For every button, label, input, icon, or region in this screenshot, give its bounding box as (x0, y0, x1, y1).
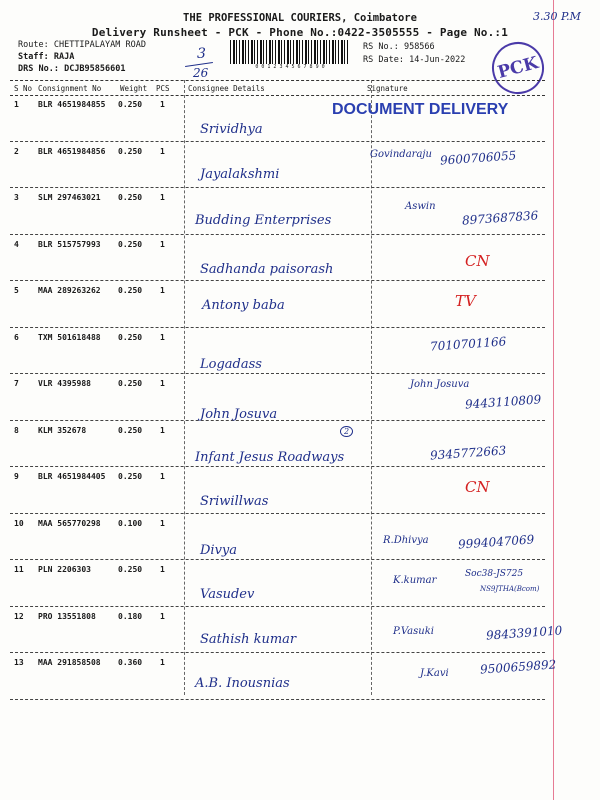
row-consignee: Antony baba (202, 298, 285, 313)
staff-value: RAJA (53, 52, 75, 62)
col-sno: S No (14, 84, 33, 93)
company-title: THE PROFESSIONAL COURIERS, Coimbatore (183, 12, 417, 24)
row-signature: R.Dhivya (383, 534, 429, 546)
row-consignment-no: MAA 291858508 (38, 658, 101, 667)
col-weight: Weight (120, 84, 148, 93)
row-pcs: 1 (160, 518, 165, 528)
row-signature: P.Vasuki (393, 625, 434, 637)
row-weight: 0.250 (118, 332, 143, 342)
runsheet-subtitle: Delivery Runsheet - PCK - Phone No.:0422-3505555 - Page No.:1 (91, 26, 509, 39)
row-consignment-no: MAA 289263262 (38, 286, 101, 295)
row-consignment-no: SLM 297463021 (38, 193, 101, 202)
route-label: Route: (18, 40, 49, 50)
count-bottom: 26 (193, 66, 209, 80)
drs-value: DCJB95856601 (64, 64, 126, 74)
row-consignee: Vasudev (200, 587, 255, 602)
row-sno: 7 (14, 379, 19, 388)
drs-label: DRS No.: (18, 64, 59, 74)
rs-no-line (363, 42, 435, 52)
col-consignee: Consignee Details (188, 84, 265, 93)
row-phone: 9345772663 (429, 442, 507, 463)
row-sno: 2 (14, 146, 19, 156)
col-consignment: Consignment No (38, 84, 102, 93)
row-weight: 0.360 (118, 658, 143, 667)
row-consignment-no: MAA 565770298 (38, 518, 101, 528)
row-pcs: 1 (160, 658, 165, 667)
rs-no-label: RS No.: (363, 42, 399, 52)
row-sno: 10 (14, 518, 24, 528)
table-row (10, 513, 545, 561)
row-sno: 1 (14, 100, 19, 109)
table-row (10, 559, 545, 607)
row-consignee: Sathish kumar (200, 631, 297, 647)
row-pcs: 1 (160, 239, 165, 249)
drs-line (18, 64, 126, 74)
row-pcs: 1 (160, 332, 165, 342)
row-sno: 8 (14, 425, 19, 435)
row-signature: Govindaraju (370, 148, 432, 160)
table-row (10, 466, 545, 514)
row-sno: 6 (14, 332, 19, 342)
row-pcs: 1 (160, 379, 165, 388)
row-sno: 9 (14, 472, 19, 481)
row-sno: 11 (14, 565, 24, 574)
row-weight: 0.250 (118, 379, 143, 388)
row-consignment-no: BLR 4651984405 (38, 472, 106, 481)
row-pcs: 1 (160, 286, 165, 295)
row-consignment-no: BLR 4651984856 (38, 146, 106, 156)
row-pcs: 1 (160, 565, 165, 574)
rs-date-line (363, 55, 465, 65)
row-weight: 0.180 (118, 611, 143, 621)
row-weight: 0.250 (118, 100, 143, 109)
row-consignment-no: KLM 352678 (38, 425, 87, 435)
row-signature: Aswin (405, 201, 436, 212)
count-top: 3 (197, 46, 206, 62)
row-phone: 9600706055 (439, 147, 517, 168)
row-consignment-no: PLN 2206303 (38, 565, 91, 574)
row-consignment-no: BLR 515757993 (38, 239, 101, 249)
row-sno: 13 (14, 658, 24, 667)
row-phone: 9500659892 (479, 657, 557, 677)
row-consignment-no: PRO 13551808 (38, 611, 96, 621)
rs-no-value: 958566 (403, 42, 435, 52)
table-row (10, 420, 545, 468)
table-row (10, 141, 545, 189)
col-signature: Signature (367, 84, 408, 93)
row-pcs: 1 (160, 425, 165, 435)
rs-date-label: RS Date: (363, 55, 404, 65)
row-consignment-no: BLR 4651984855 (38, 100, 106, 109)
row-weight: 0.250 (118, 239, 143, 249)
route-line (18, 40, 146, 50)
row-pcs: 1 (160, 472, 165, 481)
table-row (10, 280, 545, 328)
row-signature: CN (465, 478, 490, 496)
row-sno: 5 (14, 286, 19, 295)
row-consignee: Infant Jesus Roadways (195, 449, 345, 465)
row-phone: 9843391010 (485, 622, 563, 643)
table-row (10, 234, 545, 282)
route-value: CHETTIPALAYAM ROAD (53, 40, 146, 50)
row-sno: 12 (14, 611, 24, 621)
margin-line (553, 0, 554, 800)
row-extra-note: NS9JTHA(Bcom) (480, 585, 540, 593)
row-pcs: 1 (160, 193, 165, 202)
row-weight: 0.250 (118, 286, 143, 295)
row-weight: 0.250 (118, 565, 143, 574)
row-phone: 8973687836 (461, 208, 539, 228)
row-pcs: 1 (160, 100, 165, 109)
row-consignee: Divya (200, 542, 238, 558)
row-signature: John Josuva (410, 379, 470, 390)
row-sno: 4 (14, 239, 19, 249)
col-pcs: PCS (156, 84, 170, 93)
barcode-image (230, 40, 350, 64)
row-weight: 0.100 (118, 518, 143, 528)
rs-date-value: 14-Jun-2022 (409, 55, 466, 65)
row-consignment-no: TXM 501618488 (38, 332, 101, 342)
table-row (10, 373, 545, 421)
table-row (10, 327, 545, 375)
row-signature: TV (455, 292, 476, 310)
row-consignee: Sriwillwas (200, 494, 269, 509)
row-pcs: 1 (160, 611, 165, 621)
time-note: 3.30 P.M (533, 10, 581, 23)
row-signature: J.Kavi (420, 668, 449, 679)
row-weight: 0.250 (118, 146, 143, 156)
table-row (10, 187, 545, 235)
document-delivery-banner: DOCUMENT DELIVERY (332, 101, 509, 118)
row-signature: K.kumar (393, 575, 437, 586)
row-phone: 9994047069 (457, 531, 535, 552)
row-sno: 3 (14, 193, 19, 202)
row-consignee: A.B. Inousnias (195, 676, 290, 691)
row-consignment-no: VLR 4395988 (38, 379, 91, 388)
row-consignee: Srividhya (200, 122, 263, 137)
row-weight: 0.250 (118, 425, 143, 435)
row-consignee: Sadhanda paisorash (200, 261, 334, 277)
row-consignee: Jayalakshmi (200, 166, 280, 182)
row-weight: 0.250 (118, 193, 143, 202)
row-consignee: Budding Enterprises (195, 213, 332, 228)
row-weight: 0.250 (118, 472, 143, 481)
row-extra-note: Soc38-JS725 (465, 569, 524, 579)
table-row (10, 606, 563, 654)
barcode-digits: 0 0 1 2 3 4 5 6 7 8 9 0 (255, 64, 325, 70)
staff-label: Staff: (18, 52, 49, 62)
row-phone: 7010701166 (429, 333, 507, 354)
row-consignee: John Josuva (200, 407, 278, 422)
staff-line (18, 52, 74, 62)
row-phone: 9443110809 (464, 392, 542, 412)
table-row (10, 652, 557, 700)
row-signature: CN (465, 251, 490, 270)
row-circle-note: 2 (340, 426, 353, 437)
row-pcs: 1 (160, 146, 165, 156)
row-consignee: Logadass (200, 356, 262, 372)
company-stamp: PCK (486, 36, 550, 100)
